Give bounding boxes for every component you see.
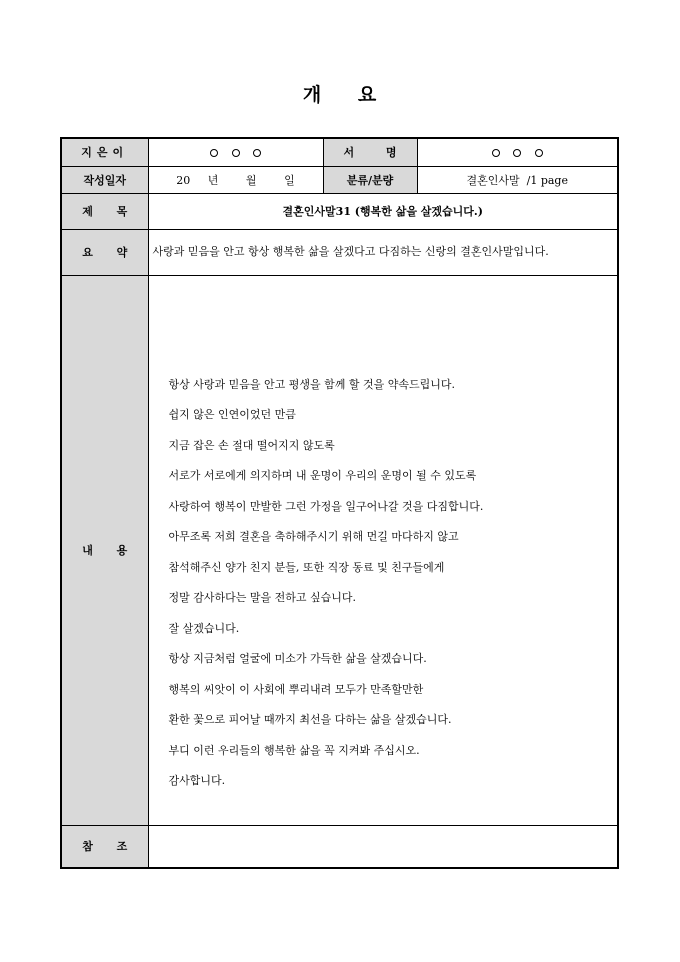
reference-label bbox=[61, 825, 148, 868]
date-day: 일 bbox=[284, 173, 295, 187]
subject-label bbox=[61, 193, 148, 229]
summary-row bbox=[61, 229, 618, 275]
circle-icon bbox=[253, 149, 261, 157]
summary-label bbox=[61, 229, 148, 275]
subject-value: 결혼인사말31 (행복한 삶을 살겠습니다.) bbox=[148, 193, 618, 229]
reference-value bbox=[148, 825, 618, 868]
date-value bbox=[148, 166, 323, 193]
author-label-text: 지은이 bbox=[81, 146, 129, 160]
content-body bbox=[148, 275, 618, 825]
content-line: 잘 살겠습니다. bbox=[168, 621, 240, 635]
signature-label-text: 서 명 bbox=[343, 146, 397, 160]
content-line: 행복의 씨앗이 이 사회에 뿌리내려 모두가 만족할만한 bbox=[168, 682, 424, 696]
circle-icon bbox=[210, 149, 218, 157]
document-title bbox=[0, 80, 680, 107]
circle-icon bbox=[535, 149, 543, 157]
content-row bbox=[61, 275, 618, 825]
title-char-2: 요 bbox=[357, 84, 378, 106]
content-line: 항상 지금처럼 얼굴에 미소가 가득한 삶을 살겠습니다. bbox=[168, 652, 427, 665]
signature-value bbox=[417, 138, 618, 166]
date-row bbox=[61, 166, 618, 193]
content-line: 쉽지 않은 인연이었던 만큼 bbox=[168, 408, 296, 421]
content-line: 아무조록 저희 결혼을 축하해주시기 위해 먼길 마다하지 않고 bbox=[168, 530, 459, 543]
circle-icon bbox=[232, 149, 240, 157]
reference-row bbox=[61, 825, 618, 868]
subject-row bbox=[61, 193, 618, 229]
signature-label bbox=[323, 138, 417, 166]
content-line: 지금 잡은 손 절대 떨어지지 않도록 bbox=[168, 438, 335, 452]
content-line: 정말 감사하다는 말을 전하고 싶습니다. bbox=[168, 591, 356, 604]
content-label-text: 내 용 bbox=[82, 544, 128, 557]
reference-label-text: 참 조 bbox=[82, 840, 128, 854]
content-line: 환한 꽃으로 피어날 때까지 최선을 다하는 삶을 살겠습니다. bbox=[168, 713, 452, 726]
summary-value: 사랑과 믿음을 안고 항상 행복한 삶을 살겠다고 다짐하는 신랑의 결혼인사말입니다. bbox=[148, 229, 618, 275]
content-line: 항상 사랑과 믿음을 안고 평생을 함께 할 것을 약속드립니다. bbox=[168, 377, 455, 391]
content-line: 감사합니다. bbox=[168, 774, 226, 787]
category-value: 결혼인사말 /1 page bbox=[417, 166, 618, 193]
circle-icon bbox=[513, 149, 521, 157]
date-year-prefix: 20 bbox=[176, 173, 191, 187]
author-label bbox=[61, 138, 148, 166]
content-line: 서로가 서로에게 의지하며 내 운명이 우리의 운명이 될 수 있도록 bbox=[168, 469, 477, 482]
summary-label-text: 요 약 bbox=[82, 246, 128, 259]
date-label: 작성일자 bbox=[61, 166, 148, 193]
circle-icon bbox=[492, 149, 500, 157]
date-month: 월 bbox=[245, 173, 257, 187]
date-year: 년 bbox=[207, 173, 219, 187]
subject-label-text: 제 목 bbox=[82, 205, 128, 218]
summary-form-table bbox=[60, 137, 619, 869]
content-line: 사랑하여 행복이 만발한 그런 가정을 일구어나갈 것을 다짐합니다. bbox=[168, 499, 484, 513]
author-row bbox=[61, 138, 618, 166]
content-lines bbox=[169, 375, 618, 802]
category-label: 분류/분량 bbox=[323, 166, 417, 193]
title-char-1: 개 bbox=[302, 84, 323, 106]
author-value bbox=[148, 138, 323, 166]
content-line: 참석해주신 양가 친지 분들, 또한 직장 동료 및 친구들에게 bbox=[168, 560, 445, 574]
content-label bbox=[61, 275, 148, 825]
content-line: 부디 이런 우리들의 행복한 삶을 꼭 지켜봐 주십시오. bbox=[168, 743, 420, 757]
